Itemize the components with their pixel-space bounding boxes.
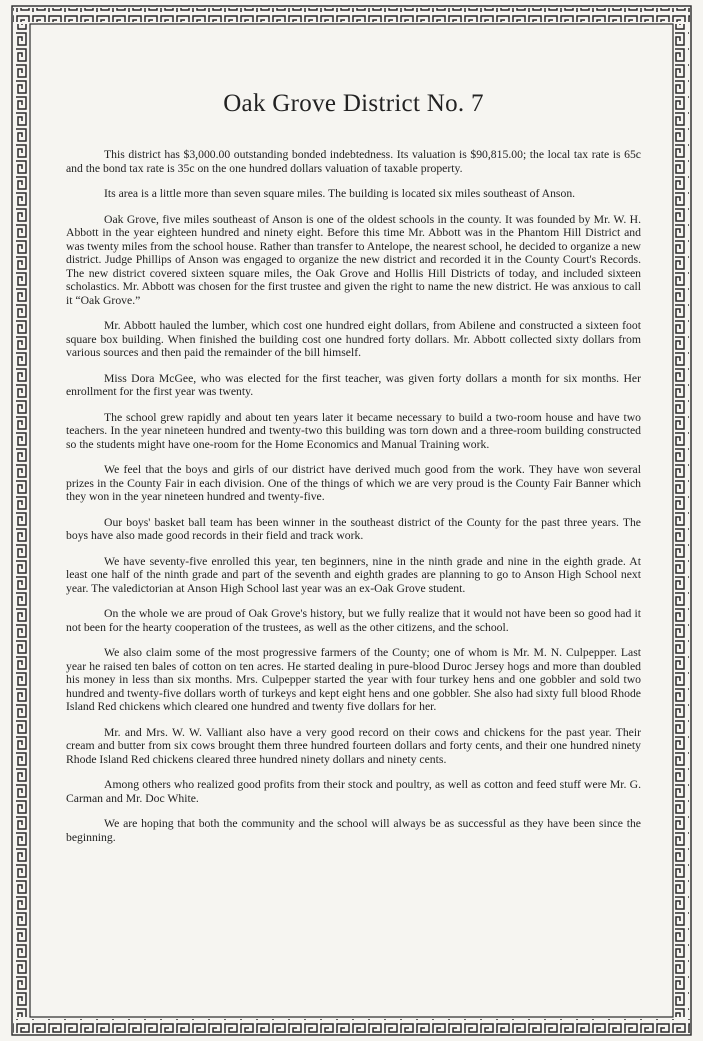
paragraph-area: Its area is a little more than seven square miles. The building is located six miles southeast of Anson. bbox=[104, 187, 576, 200]
paragraph-closing: We are hoping that both the community and the school will always be as successful as they have been since the beginning. bbox=[66, 817, 641, 844]
paragraph-bonded-indebtedness: This district has $3,000.00 outstanding bonded indebtedness. Its valuation is $90,815.00; the local tax rate is 65c and the bond tax rate is 35c on the one hundred dollars valuation of taxable property. bbox=[66, 148, 641, 175]
paragraph-first-teacher: Miss Dora McGee, who was elected for the first teacher, was given forty dollars a month for six months. Her enrollment for the first year was twenty. bbox=[66, 371, 641, 398]
paragraph-valliant: Mr. and Mrs. W. W. Valliant also have a very good record on their cows and chickens for the past year. Their cream and butter from six cows brought them three hundred fourteen dollars and forty cents, and their one hundred ninety Rhode Island Red chickens cleared three hundred ninety dollars and ninety cents. bbox=[66, 725, 641, 766]
paragraph-basketball: Our boys' basket ball team has been winner in the southeast district of the County for the past three years. The boys have also made good records in their field and track work. bbox=[66, 515, 641, 542]
paragraph-culpepper: We also claim some of the most progressive farmers of the County; one of whom is Mr. M. N. Culpepper. Last year he raised ten bales of cotton on ten acres. He started dealing in pure-blood Duroc Jersey hogs and more than doubled his money in less than six months. Mrs. Culpepper started the year with four turkey hens and one gobbler and sold two hundred and twenty-five dollars worth of turkeys and kept eight hens and one gobbler. She also had sixty full blood Rhode Island Red chickens which cleared one hundred and twenty five dollars for her. bbox=[66, 646, 641, 713]
paragraph-building: Mr. Abbott hauled the lumber, which cost one hundred eight dollars, from Abilene and constructed a sixteen foot square box building. When finished the building cost one hundred forty dollars. Mr. Abbott collected sixty dollars from various sources and then paid the remainder of the bill himself. bbox=[66, 319, 641, 359]
paragraph-growth: The school grew rapidly and about ten years later it became necessary to build a two-room house and have two teachers. In the year nineteen hundred and twenty-two this building was torn down and a three-room building constructed so the students might have one-room for the Home Economics and Manual Training work. bbox=[66, 410, 641, 451]
paragraph-others: Among others who realized good profits from their stock and poultry, as well as cotton and feed stuff were Mr. G. Carman and Mr. Doc White. bbox=[66, 778, 641, 805]
paragraph-cooperation: On the whole we are proud of Oak Grove's history, but we fully realize that it would not have been so good had it not been for the hearty cooperation of the trustees, as well as the other citizens, and the school. bbox=[66, 607, 641, 634]
page-title: Oak Grove District No. 7 bbox=[223, 90, 484, 117]
paragraph-enrollment: We have seventy-five enrolled this year, ten beginners, nine in the ninth grade and nine in the eighth grade. At least one half of the ninth grade and part of the seventh and eighth grades are planning to go to Anson High School next year. The valedictorian at Anson High School last year was an ex-Oak Grove student. bbox=[66, 554, 641, 595]
paragraph-prizes: We feel that the boys and girls of our district have derived much good from the work. They have won several prizes in the County Fair in each division. One of the things of which we are very proud is the County Fair Banner which they won in the year nineteen hundred and twenty-five. bbox=[66, 463, 641, 503]
article-body bbox=[66, 90, 641, 856]
paragraph-history: Oak Grove, five miles southeast of Anson is one of the oldest schools in the county. It was founded by Mr. W. H. Abbott in the year eighteen hundred and ninety eight. Before this time Mr. Abbott was in the Phantom Hill District and was twenty miles from the school house. Rather than transfer to Antelope, the nearest school, he decided to organize a new district. Judge Phillips of Anson was engaged to organize the new district and recorded it in the County Court's Records. The new district covered sixteen square miles, the Oak Grove and Hollis Hill Districts of today, and included sixteen scholastics. Mr. Abbott was chosen for the first trustee and given the right to name the new district. He was anxious to call it “Oak Grove.” bbox=[66, 212, 641, 307]
